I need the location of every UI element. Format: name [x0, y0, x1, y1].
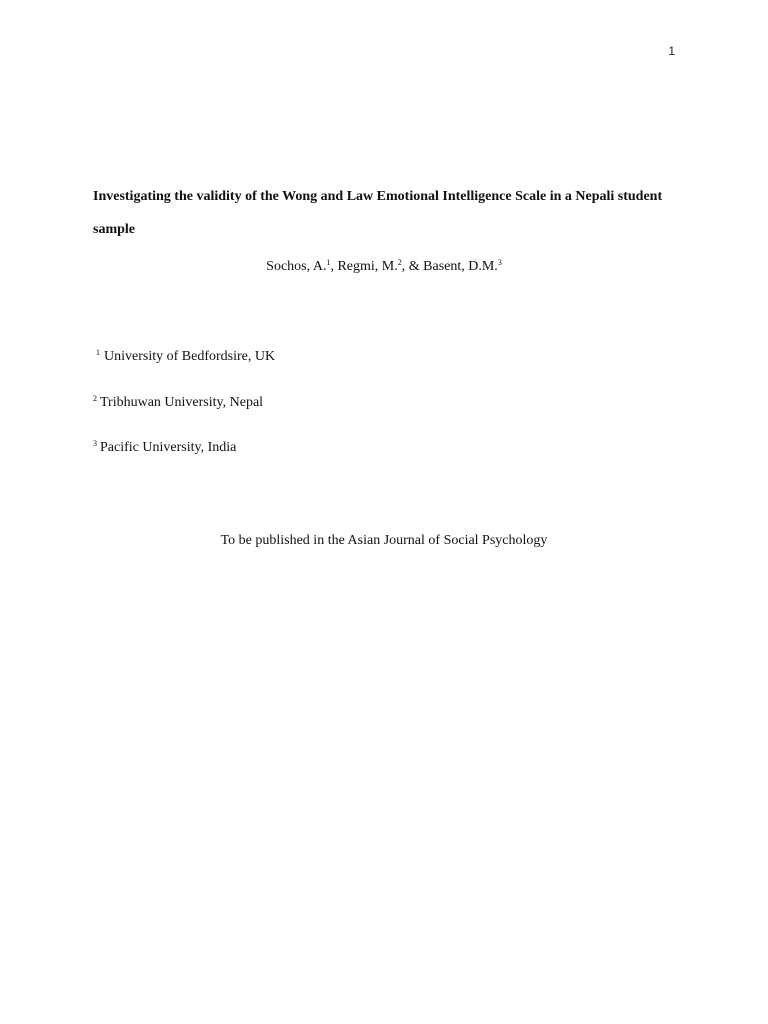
- author-affiliation-marker: 2: [397, 258, 402, 267]
- author-affiliation-marker: 1: [326, 258, 331, 267]
- affiliation-item: [93, 393, 263, 413]
- affiliation-item: [93, 438, 236, 458]
- affiliation-marker: 2: [93, 394, 97, 403]
- affiliation-marker: 3: [93, 439, 97, 448]
- affiliation-text: University of Bedfordsire, UK: [104, 349, 276, 364]
- author-affiliation-marker: 3: [497, 258, 502, 267]
- affiliation-text: Tribhuwan University, Nepal: [100, 395, 264, 410]
- author-name: Basent, D.M.: [423, 259, 498, 274]
- affiliation-text: Pacific University, India: [100, 440, 237, 455]
- page-number: 1: [668, 44, 675, 58]
- author-line: [0, 257, 768, 277]
- affiliation-marker: 1: [96, 348, 100, 357]
- author-separator: , &: [401, 259, 424, 274]
- author-name: Sochos, A.: [266, 259, 327, 274]
- publication-note: To be published in the Asian Journal of Social Psychology: [220, 533, 548, 548]
- paper-title: Investigating the validity of the Wong and Law Emotional Intelligence Scale in a Nepali student sample: [93, 189, 663, 237]
- affiliation-item: [93, 347, 275, 367]
- author-name: Regmi, M.: [337, 259, 398, 274]
- author-separator: ,: [330, 259, 338, 274]
